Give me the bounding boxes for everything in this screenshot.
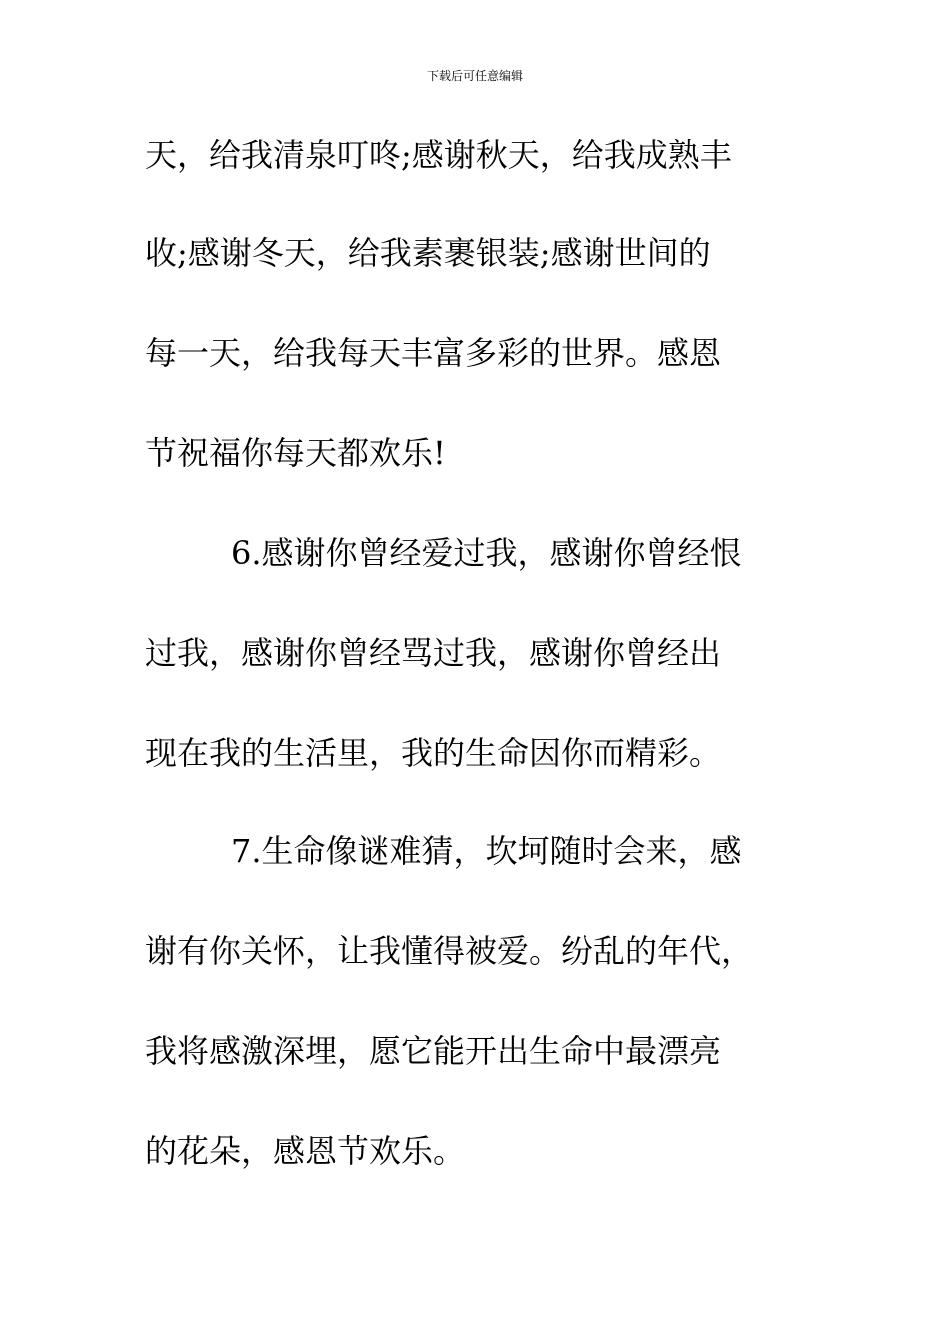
text-line: 我将感激深埋，愿它能开出生命中最漂亮 [145, 1032, 722, 1070]
text-line: 6.感谢你曾经爱过我，感谢你曾经恨 [231, 534, 742, 572]
text-line: 现在我的生活里，我的生命因你而精彩。 [145, 734, 722, 772]
text-line: 过我，感谢你曾经骂过我，感谢你曾经出 [145, 634, 722, 672]
text-line: 收;感谢冬天，给我素裹银装;感谢世间的 [145, 234, 711, 272]
text-line: 谢有你关怀，让我懂得被爱。纷乱的年代， [145, 932, 754, 970]
text-line: 7.生命像谜难猜，坎坷随时会来，感 [231, 832, 742, 870]
text-line: 每一天，给我每天丰富多彩的世界。感恩 [145, 334, 722, 372]
text-line: 天，给我清泉叮咚;感谢秋天，给我成熟丰 [145, 136, 732, 174]
text-line: 的花朵，感恩节欢乐。 [145, 1132, 466, 1170]
text-line: 节祝福你每天都欢乐! [145, 434, 446, 472]
page-header: 下载后可任意编辑 [426, 69, 523, 83]
